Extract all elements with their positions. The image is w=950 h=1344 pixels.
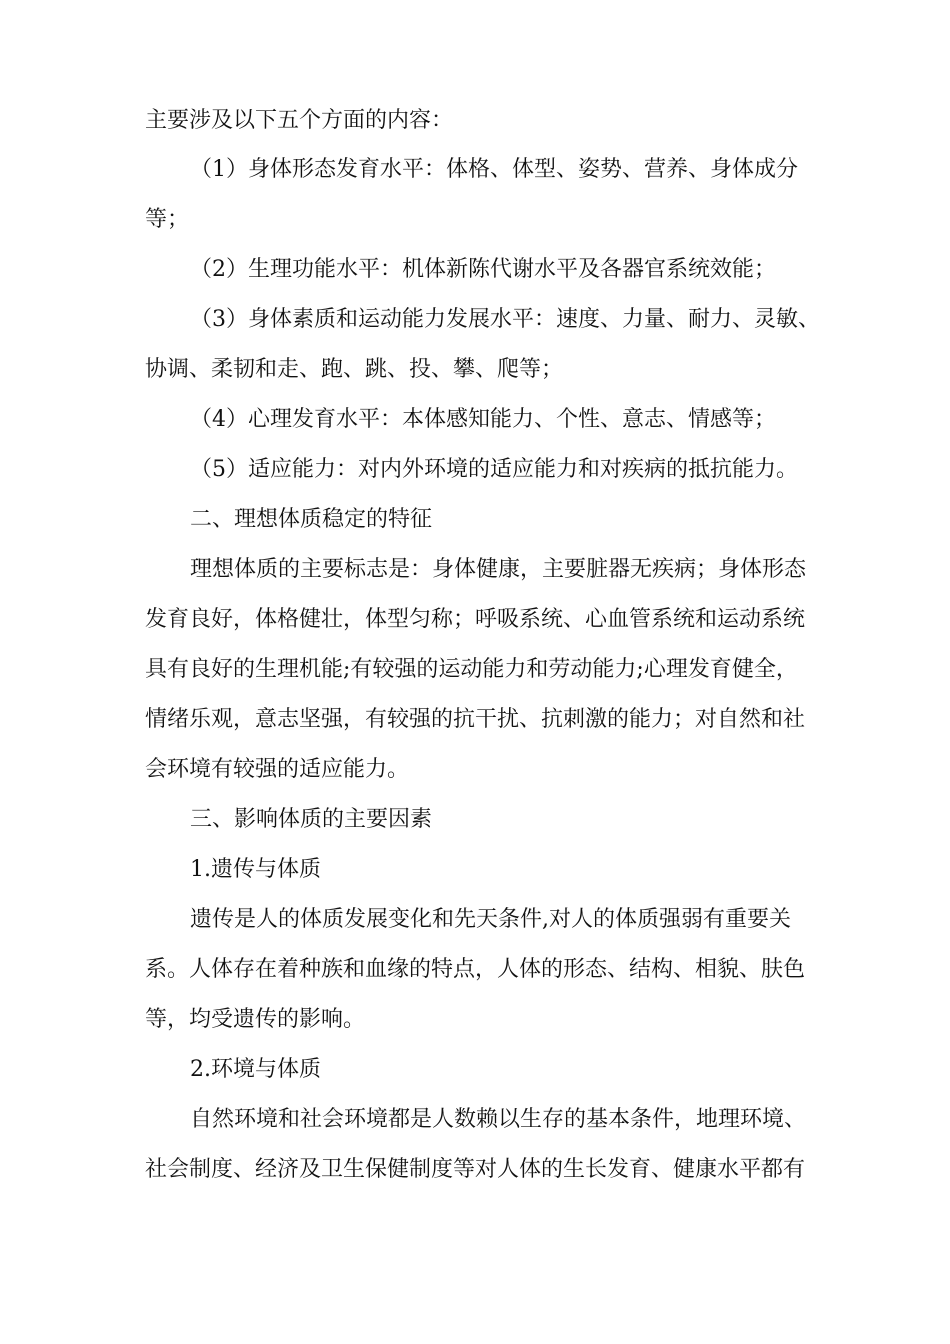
paragraph-heredity-3: 等，均受遗传的影响。: [145, 1007, 366, 1032]
paragraph-ideal-2: 发育良好，体格健壮，体型匀称；呼吸系统、心血管系统和运动系统: [145, 607, 806, 632]
subheading-heredity: 1.遗传与体质: [190, 857, 321, 882]
paragraph-environment-2: 社会制度、经济及卫生保健制度等对人体的生长发育、健康水平都有: [145, 1157, 806, 1182]
paragraph-ideal-4: 情绪乐观，意志坚强，有较强的抗干扰、抗刺激的能力；对自然和社: [145, 707, 806, 732]
list-item-3-cont: 协调、柔韧和走、跑、跳、投、攀、爬等；: [145, 357, 564, 382]
list-item-4: （4）心理发育水平：本体感知能力、个性、意志、情感等；: [190, 407, 776, 432]
paragraph-heredity-1: 遗传是人的体质发展变化和先天条件,对人的体质强弱有重要关: [190, 907, 791, 932]
list-item-2: （2）生理功能水平：机体新陈代谢水平及各器官系统效能；: [190, 257, 776, 282]
list-item-3: （3）身体素质和运动能力发展水平：速度、力量、耐力、灵敏、: [190, 307, 820, 332]
section-heading-2: 二、理想体质稳定的特征: [190, 507, 433, 532]
list-item-5: （5）适应能力：对内外环境的适应能力和对疾病的抵抗能力。: [190, 457, 798, 482]
subheading-environment: 2.环境与体质: [190, 1057, 321, 1082]
paragraph-ideal-1: 理想体质的主要标志是：身体健康，主要脏器无疾病；身体形态: [190, 557, 807, 582]
list-item-1-cont: 等；: [145, 207, 190, 232]
paragraph-ideal-3: 具有良好的生理机能;有较强的运动能力和劳动能力;心理发育健全，: [145, 657, 798, 682]
paragraph-intro: 主要涉及以下五个方面的内容：: [145, 108, 454, 133]
paragraph-ideal-5: 会环境有较强的适应能力。: [145, 757, 410, 782]
section-heading-3: 三、影响体质的主要因素: [190, 807, 433, 832]
paragraph-environment-1: 自然环境和社会环境都是人数赖以生存的基本条件，地理环境、: [190, 1107, 807, 1132]
paragraph-heredity-2: 系。人体存在着种族和血缘的特点，人体的形态、结构、相貌、肤色: [145, 957, 806, 982]
list-item-1: （1）身体形态发育水平：体格、体型、姿势、营养、身体成分: [190, 157, 798, 182]
